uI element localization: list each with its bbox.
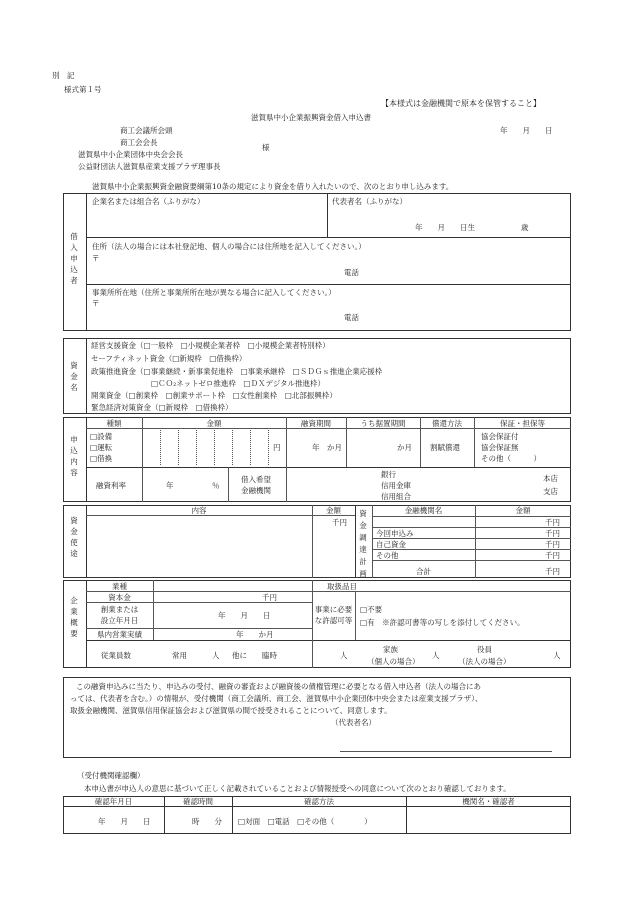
plan-row-total: 合計	[416, 567, 431, 576]
bank-label-1: 借入希望	[241, 475, 271, 484]
other-label: 他に	[232, 651, 247, 660]
fund-option-5: 緊急経済対策資金（□新規枠 □借換枠）	[91, 403, 233, 412]
address-label: 住所（法人の場合には本社登記地、個人の場合には住所地を記入してください。）	[92, 242, 366, 251]
branch-branch: 支店	[543, 487, 558, 496]
application-date: 年 月 日	[500, 126, 553, 135]
fund-option-4: 開業資金（□創業枠 □創業サポート枠 □女性創業枠 □北部振興枠）	[91, 391, 337, 400]
header-grace: うち据置期間	[360, 419, 406, 428]
permit-yes: □有 ※許認可書等の写しを添付してください。	[360, 618, 525, 627]
addressee-2: 商工会会長	[120, 138, 158, 147]
plan-section-label: 資金調達計画	[359, 509, 367, 578]
reception-header-method: 確認方法	[304, 797, 334, 806]
application-section-label: 申込内容	[70, 435, 78, 477]
addressee-4: 公益財団法人滋賀県産業支援プラザ理事長	[78, 162, 221, 171]
consent-rep-label: （代表者名）	[331, 718, 376, 727]
plan-unit-1: 千円	[545, 518, 560, 527]
guarantee-with: 協会保証付	[481, 432, 519, 441]
permit-label-2: な許認可等	[314, 616, 353, 625]
phone-label: 電話	[344, 268, 359, 277]
capital-label: 資本金	[108, 593, 131, 602]
reception-method-options: □対面 □電話 □その他（ ）	[238, 817, 372, 826]
amount-yen: 円	[273, 443, 281, 452]
plan-row-current: 今回申込み	[376, 529, 414, 538]
reception-header-time: 確認時間	[183, 797, 213, 806]
founded-date: 年 月 日	[218, 611, 271, 620]
bank-type-shinkin: 信用金庫	[381, 481, 411, 490]
reception-title: （受付機関確認欄）	[77, 771, 145, 780]
type-refinance: □借換	[90, 454, 113, 463]
use-amount-unit: 千円	[332, 518, 347, 527]
type-operating: □運転	[90, 443, 113, 452]
fund-section-label: 資金名	[70, 361, 78, 392]
addressee-1: 商工会議所会頭	[120, 126, 173, 135]
founded-label-1: 創業または	[100, 605, 139, 614]
postal-mark-2: 〒	[92, 299, 100, 308]
permit-none: □不要	[360, 605, 383, 614]
fund-option-2: セーフティネット資金（□新規枠 □借換枠）	[91, 354, 247, 363]
loan-period: 年 か月	[312, 443, 342, 452]
rate-year: 年	[166, 481, 174, 490]
intro-text: 滋賀県中小企業振興資金融資要綱第10条の規定により資金を借り入れたいので、次のとおり申し込みます。	[92, 182, 454, 191]
consent-signature-line	[340, 751, 552, 752]
employees-label: 従業員数	[101, 651, 131, 660]
plan-unit-4: 千円	[545, 551, 560, 560]
plan-row-other: その他	[376, 551, 399, 560]
use-amount-header: 金額	[326, 506, 341, 515]
plan-unit-2: 千円	[545, 529, 560, 538]
form-number: 様式第１号	[64, 85, 102, 94]
fund-option-3: 政策推進資金（□事業継続・新事業促進枠 □事業承継枠 □ＳＤＧｓ推進企業応援枠	[91, 367, 383, 376]
founded-label-2: 設立年月日	[100, 616, 139, 625]
birth-date: 年 月 日生	[415, 223, 475, 232]
capital-unit: 千円	[262, 593, 277, 602]
goods-label: 取扱品目	[327, 582, 357, 591]
family-unit: 人	[432, 651, 440, 660]
company-section-label: 企業概要	[70, 596, 78, 638]
regular-unit: 人	[212, 651, 220, 660]
header-period: 融資期間	[301, 419, 331, 428]
repayment-method: 割賦償還	[430, 443, 460, 452]
plan-header-amount: 金額	[515, 506, 531, 515]
regular-label: 常用	[172, 651, 187, 660]
fund-option-1: 経営支援資金（□一般枠 □小規模企業者枠 □小規模企業者特別枠）	[91, 341, 330, 350]
representative-label: 代表者名（ふりがな）	[332, 197, 407, 206]
consent-line-3: 取扱金融機関、滋賀県信用保証協会および滋賀県の間で授受されることについて、同意します。	[70, 706, 392, 715]
temp-label: 臨時	[262, 651, 277, 660]
rate-percent: ％	[212, 481, 220, 490]
applicant-section	[63, 193, 571, 331]
guarantee-without: 協会保証無	[481, 443, 519, 452]
fund-option-3b: □ＣＯ₂ネットゼロ推進枠 □ＤＸデジタル推進枠）	[151, 379, 326, 388]
use-section-label: 資金使途	[70, 516, 78, 558]
form-title: 滋賀県中小企業振興資金借入申込書	[251, 113, 371, 122]
office-address-label: 事業所所在地（住所と事業所所在地が異なる場合に記入してください。）	[92, 288, 336, 297]
guarantee-other: その他（ ）	[481, 454, 541, 463]
plan-row-own: 自己資金	[376, 540, 406, 549]
plan-unit-3: 千円	[545, 540, 560, 549]
reception-date: 年 月 日	[98, 817, 151, 826]
plan-unit-5: 千円	[545, 567, 560, 576]
company-name-label: 企業名または組合名（ふりがな）	[92, 197, 205, 206]
bank-type-bank: 銀行	[381, 470, 396, 479]
reception-header-date: 確認年月日	[94, 797, 133, 806]
consent-line-2: っては、代表者を含む。）の情報が、受付機関（商工会議所、商工会、滋賀県中小企業団体中央会または産業支援プラザ）、	[70, 694, 483, 703]
grace-period: か月	[397, 443, 412, 452]
branch-head: 本店	[543, 474, 558, 483]
reception-header-agency: 機関名・確認者	[462, 797, 515, 806]
officers-label: 役員	[477, 645, 492, 654]
header-type: 種類	[106, 419, 122, 428]
industry-label: 業種	[112, 582, 127, 591]
temp-unit: 人	[340, 651, 348, 660]
phone-label-2: 電話	[344, 313, 359, 322]
keep-notice: 【本様式は金融機関で原本を保管すること】	[381, 99, 541, 108]
addressee-3: 滋賀県中小企業団体中央会会長	[78, 150, 183, 159]
local-record-period: 年 か月	[236, 630, 274, 639]
officers-unit: 人	[553, 651, 561, 660]
postal-mark: 〒	[92, 254, 100, 263]
sama-label: 様	[262, 143, 270, 152]
use-content-header: 内容	[191, 506, 207, 515]
plan-header-bank: 金融機関名	[404, 506, 443, 515]
header-repayment: 償還方法	[432, 419, 462, 428]
header-guarantee: 保証・担保等	[500, 419, 545, 428]
reception-note: 本申込書が申込人の意思に基づいて正しく記載されていることおよび情報授受への同意について次のとおり確認しております。	[84, 784, 511, 793]
family-note: （個人の場合）	[367, 657, 420, 666]
consent-line-1: この融資申込みに当たり、申込みの受付、融資の審査および融資後の債権管理に必要となる借入申込者（法人の場合にあ	[76, 682, 481, 691]
annex-label: 別 記	[52, 71, 75, 80]
local-record-label: 県内営業実績	[97, 630, 142, 639]
type-equipment: □設備	[90, 432, 113, 441]
family-label: 家族	[383, 645, 398, 654]
rate-label: 融資利率	[96, 481, 126, 490]
officers-note: （法人の場合）	[458, 657, 511, 666]
bank-label-2: 金融機関	[241, 486, 271, 495]
reception-time: 時 分	[192, 817, 222, 826]
bank-type-kumiai: 信用組合	[381, 492, 411, 501]
applicant-section-label: 借入申込者	[70, 232, 78, 285]
age-label: 歳	[521, 223, 529, 232]
permit-label-1: 事業に必要	[314, 605, 353, 614]
header-amount: 金額	[206, 419, 222, 428]
